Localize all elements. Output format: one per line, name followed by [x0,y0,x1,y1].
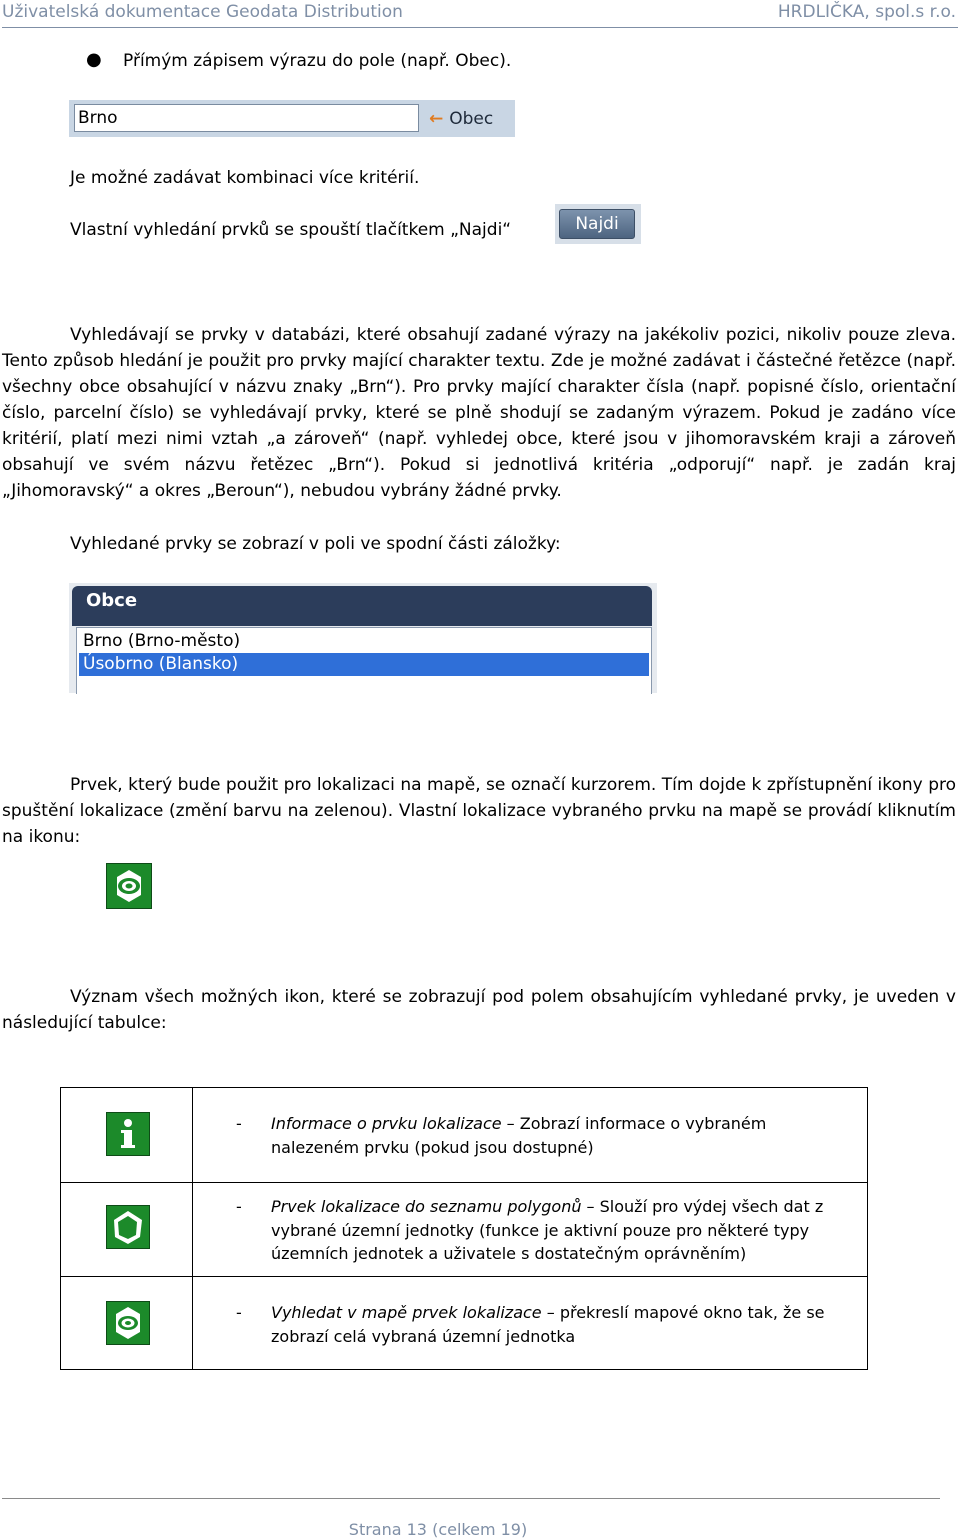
bullet-text: Přímým zápisem výrazu do pole (např. Obec). [123,51,512,71]
row-dash: - [236,1197,242,1216]
search-field-label [429,109,493,129]
para-localize: Prvek, který bude použit pro lokalizaci na mapě, se označí kurzorem. Tím dojde k zpřístupnění ikony pro spuštění lokalizace (změní barvu na zelenou). Vlastní lokalizace vybraného prvku na mapě se provádí kliknutím na ikonu: [2,775,956,847]
para-search-explain: Vyhledávají se prvky v databázi, které obsahují zadané výrazy na jakékoliv pozici, nikoliv pouze zleva. Tento způsob hledání je použit pro prvky mající charakter textu. Zde je možné zadávat i částečné řetězce (např. všechny obce obsahující v názvu znaky „Brn“). Pro prvky mající charakter čísla (např. popisné číslo, orientační číslo, parcelní číslo) se vyhledávají prvky, které se plně shodují se zadaným výrazem. Pokud je zadáno více kritérií, platí mezi nimi vztah „a zároveň“ (např. vyhledej obce, které jsou v jihomoravském kraji a zároveň obsahují ve svém názvu řetězec „Brn“). Pokud si jednotlivá kritéria „odporují“ např. je zadán kraj „Jihomoravský“ a okres „Beroun“), nebudou vybrány žádné prvky. [2,325,956,501]
row-title: Informace o prvku lokalizace [271,1114,502,1133]
bullet-dot: ● [86,49,102,70]
header-divider [2,27,958,28]
table-divider [61,1182,867,1183]
arrow-left-icon: ← [429,109,444,129]
table-row: Informace o prvku lokalizace – Zobrazí informace o vybraném nalezeném prvku (pokud jsou dostupné) [271,1114,767,1157]
list-item-selected[interactable]: Úsobrno (Blansko) [79,653,649,676]
map-locate-icon [106,1301,150,1345]
para-combination: Je možné zadávat kombinaci více kritérií. [70,168,420,188]
field-label-text: Obec [449,109,494,129]
results-list-screenshot [69,583,657,693]
row-desc: Zobrazí informace o vybraném nalezeném prvku (pokud jsou dostupné) [271,1114,767,1157]
row-desc: Slouží pro výdej všech dat z vybrané územní jednotky (funkce je aktivní pouze pro některé typy územních jednotek a uživatele s dostatečným oprávněním) [271,1197,824,1263]
results-list [76,627,652,694]
row-title: Prvek lokalizace do seznamu polygonů [271,1197,582,1216]
search-input[interactable]: Brno [74,104,419,132]
icon-table [60,1087,868,1370]
row-title: Vyhledat v mapě prvek lokalizace [271,1303,542,1322]
para-search-button: Vlastní vyhledání prvků se spouští tlačítkem „Najdi“ [70,220,512,240]
row-dash: - [236,1114,242,1133]
footer-divider [2,1498,940,1499]
table-row: Prvek lokalizace do seznamu polygonů – Slouží pro výdej všech dat z vybrané územní jednotky (funkce je aktivní pouze pro některé typy územních jednotek a uživatele s dostatečným oprávněním) [271,1197,824,1263]
para-results: Vyhledané prvky se zobrazí v poli ve spodní části záložky: [70,534,561,554]
search-field-screenshot [69,100,515,137]
header-right: HRDLIČKA, spol.s r.o. [777,2,956,22]
info-icon [106,1112,150,1156]
najdi-button[interactable]: Najdi [559,209,635,239]
results-list-title: Obce [72,586,652,626]
para-icons-meaning: Význam všech možných ikon, které se zobrazují pod polem obsahujícím vyhledané prvky, je uveden v následující tabulce: [2,987,956,1033]
row-desc: překreslí mapové okno tak, že se zobrazí celá vybraná územní jednotka [271,1303,825,1346]
table-row: Vyhledat v mapě prvek lokalizace – překreslí mapové okno tak, že se zobrazí celá vybraná územní jednotka [271,1303,825,1346]
polygon-list-icon [106,1205,150,1249]
table-divider [61,1276,867,1277]
map-locate-icon[interactable] [106,863,152,909]
page-number: Strana 13 (celkem 19) [348,1520,528,1539]
list-item[interactable]: Brno (Brno-město) [83,631,241,651]
table-divider [192,1088,193,1369]
row-dash: - [236,1303,242,1322]
header-left: Uživatelská dokumentace Geodata Distribution [2,2,403,22]
najdi-button-screenshot [555,204,641,244]
